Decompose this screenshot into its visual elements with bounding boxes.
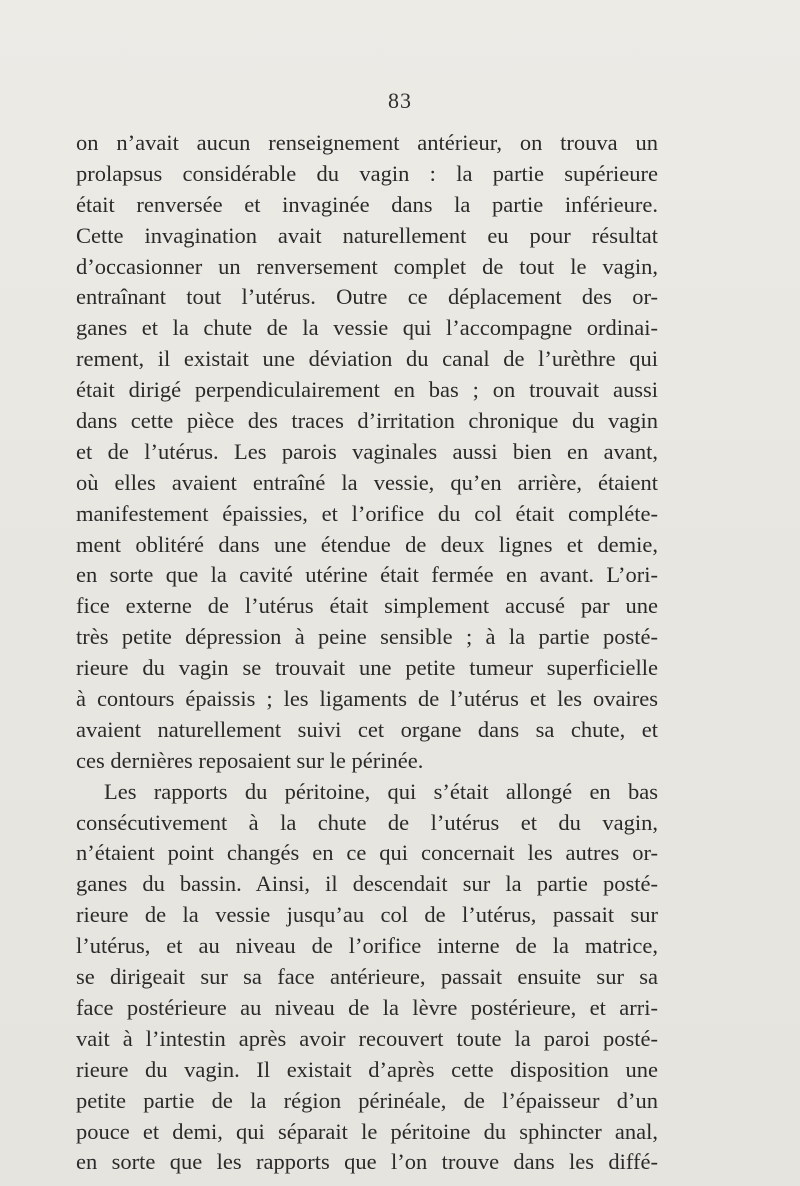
text-line: où elles avaient entraîné la vessie, qu’en arrière, étaient [76,469,658,495]
text-line: consécutivement à la chute de l’utérus et du vagin, [76,809,658,835]
text-line: dans cette pièce des traces d’irritation chronique du vagin [76,408,658,434]
body-text [76,128,658,1178]
text-line: en sorte que les rapports que l’on trouve dans les diffé- [76,1149,658,1175]
text-line: pouce et demi, qui séparait le péritoine du sphincter anal, [76,1118,658,1144]
text-line: n’étaient point changés en ce qui concernait les autres or- [76,840,658,866]
text-line: face postérieure au niveau de la lèvre postérieure, et arri- [76,994,658,1020]
text-line: ganes et la chute de la vessie qui l’accompagne ordinai- [76,315,658,341]
text-line: rieure du vagin se trouvait une petite tumeur superficielle [76,655,658,681]
text-line: on n’avait aucun renseignement antérieur, on trouva un [76,130,658,155]
text-line: ment oblitéré dans une étendue de deux lignes et demie, [76,531,658,557]
text-line: d’occasionner un renversement complet de tout le vagin, [76,253,658,279]
text-line: en sorte que la cavité utérine était fermée en avant. L’ori- [76,562,658,588]
paragraph-start-line: Les rapports du péritoine, qui s’était allongé en bas [104,778,658,804]
text-line: rement, il existait une déviation du canal de l’urèthre qui [76,346,658,372]
text-line: manifestement épaissies, et l’orifice du col était compléte- [76,500,658,526]
text-line: fice externe de l’utérus était simplement accusé par une [76,593,658,619]
text-line: petite partie de la région périnéale, de l’épaisseur d’un [76,1087,658,1113]
text-line: ces dernières reposaient sur le périnée. [76,747,424,773]
page-number: 83 [388,88,412,113]
text-line: et de l’utérus. Les parois vaginales aussi bien en avant, [76,438,658,464]
text-line: avaient naturellement suivi cet organe dans sa chute, et [76,716,658,742]
text-line: se dirigeait sur sa face antérieure, passait ensuite sur sa [76,964,658,990]
text-line: rieure de la vessie jusqu’au col de l’utérus, passait sur [76,902,658,928]
text-line: était renversée et invaginée dans la partie inférieure. [76,191,658,217]
text-line: était dirigé perpendiculairement en bas ; on trouvait aussi [76,377,658,403]
text-line: l’utérus, et au niveau de l’orifice interne de la matrice, [76,933,658,959]
text-line: Cette invagination avait naturellement eu pour résultat [76,222,658,248]
text-line: à contours épaissis ; les ligaments de l’utérus et les ovaires [76,686,658,712]
text-line: prolapsus considérable du vagin : la partie supérieure [76,160,658,186]
text-line: rieure du vagin. Il existait d’après cette disposition une [76,1056,658,1082]
text-line: entraînant tout l’utérus. Outre ce déplacement des or- [76,284,658,310]
text-line: vait à l’intestin après avoir recouvert toute la paroi posté- [76,1025,658,1051]
text-line: très petite dépression à peine sensible ; à la partie posté- [76,624,658,650]
text-line: ganes du bassin. Ainsi, il descendait sur la partie posté- [76,871,658,897]
